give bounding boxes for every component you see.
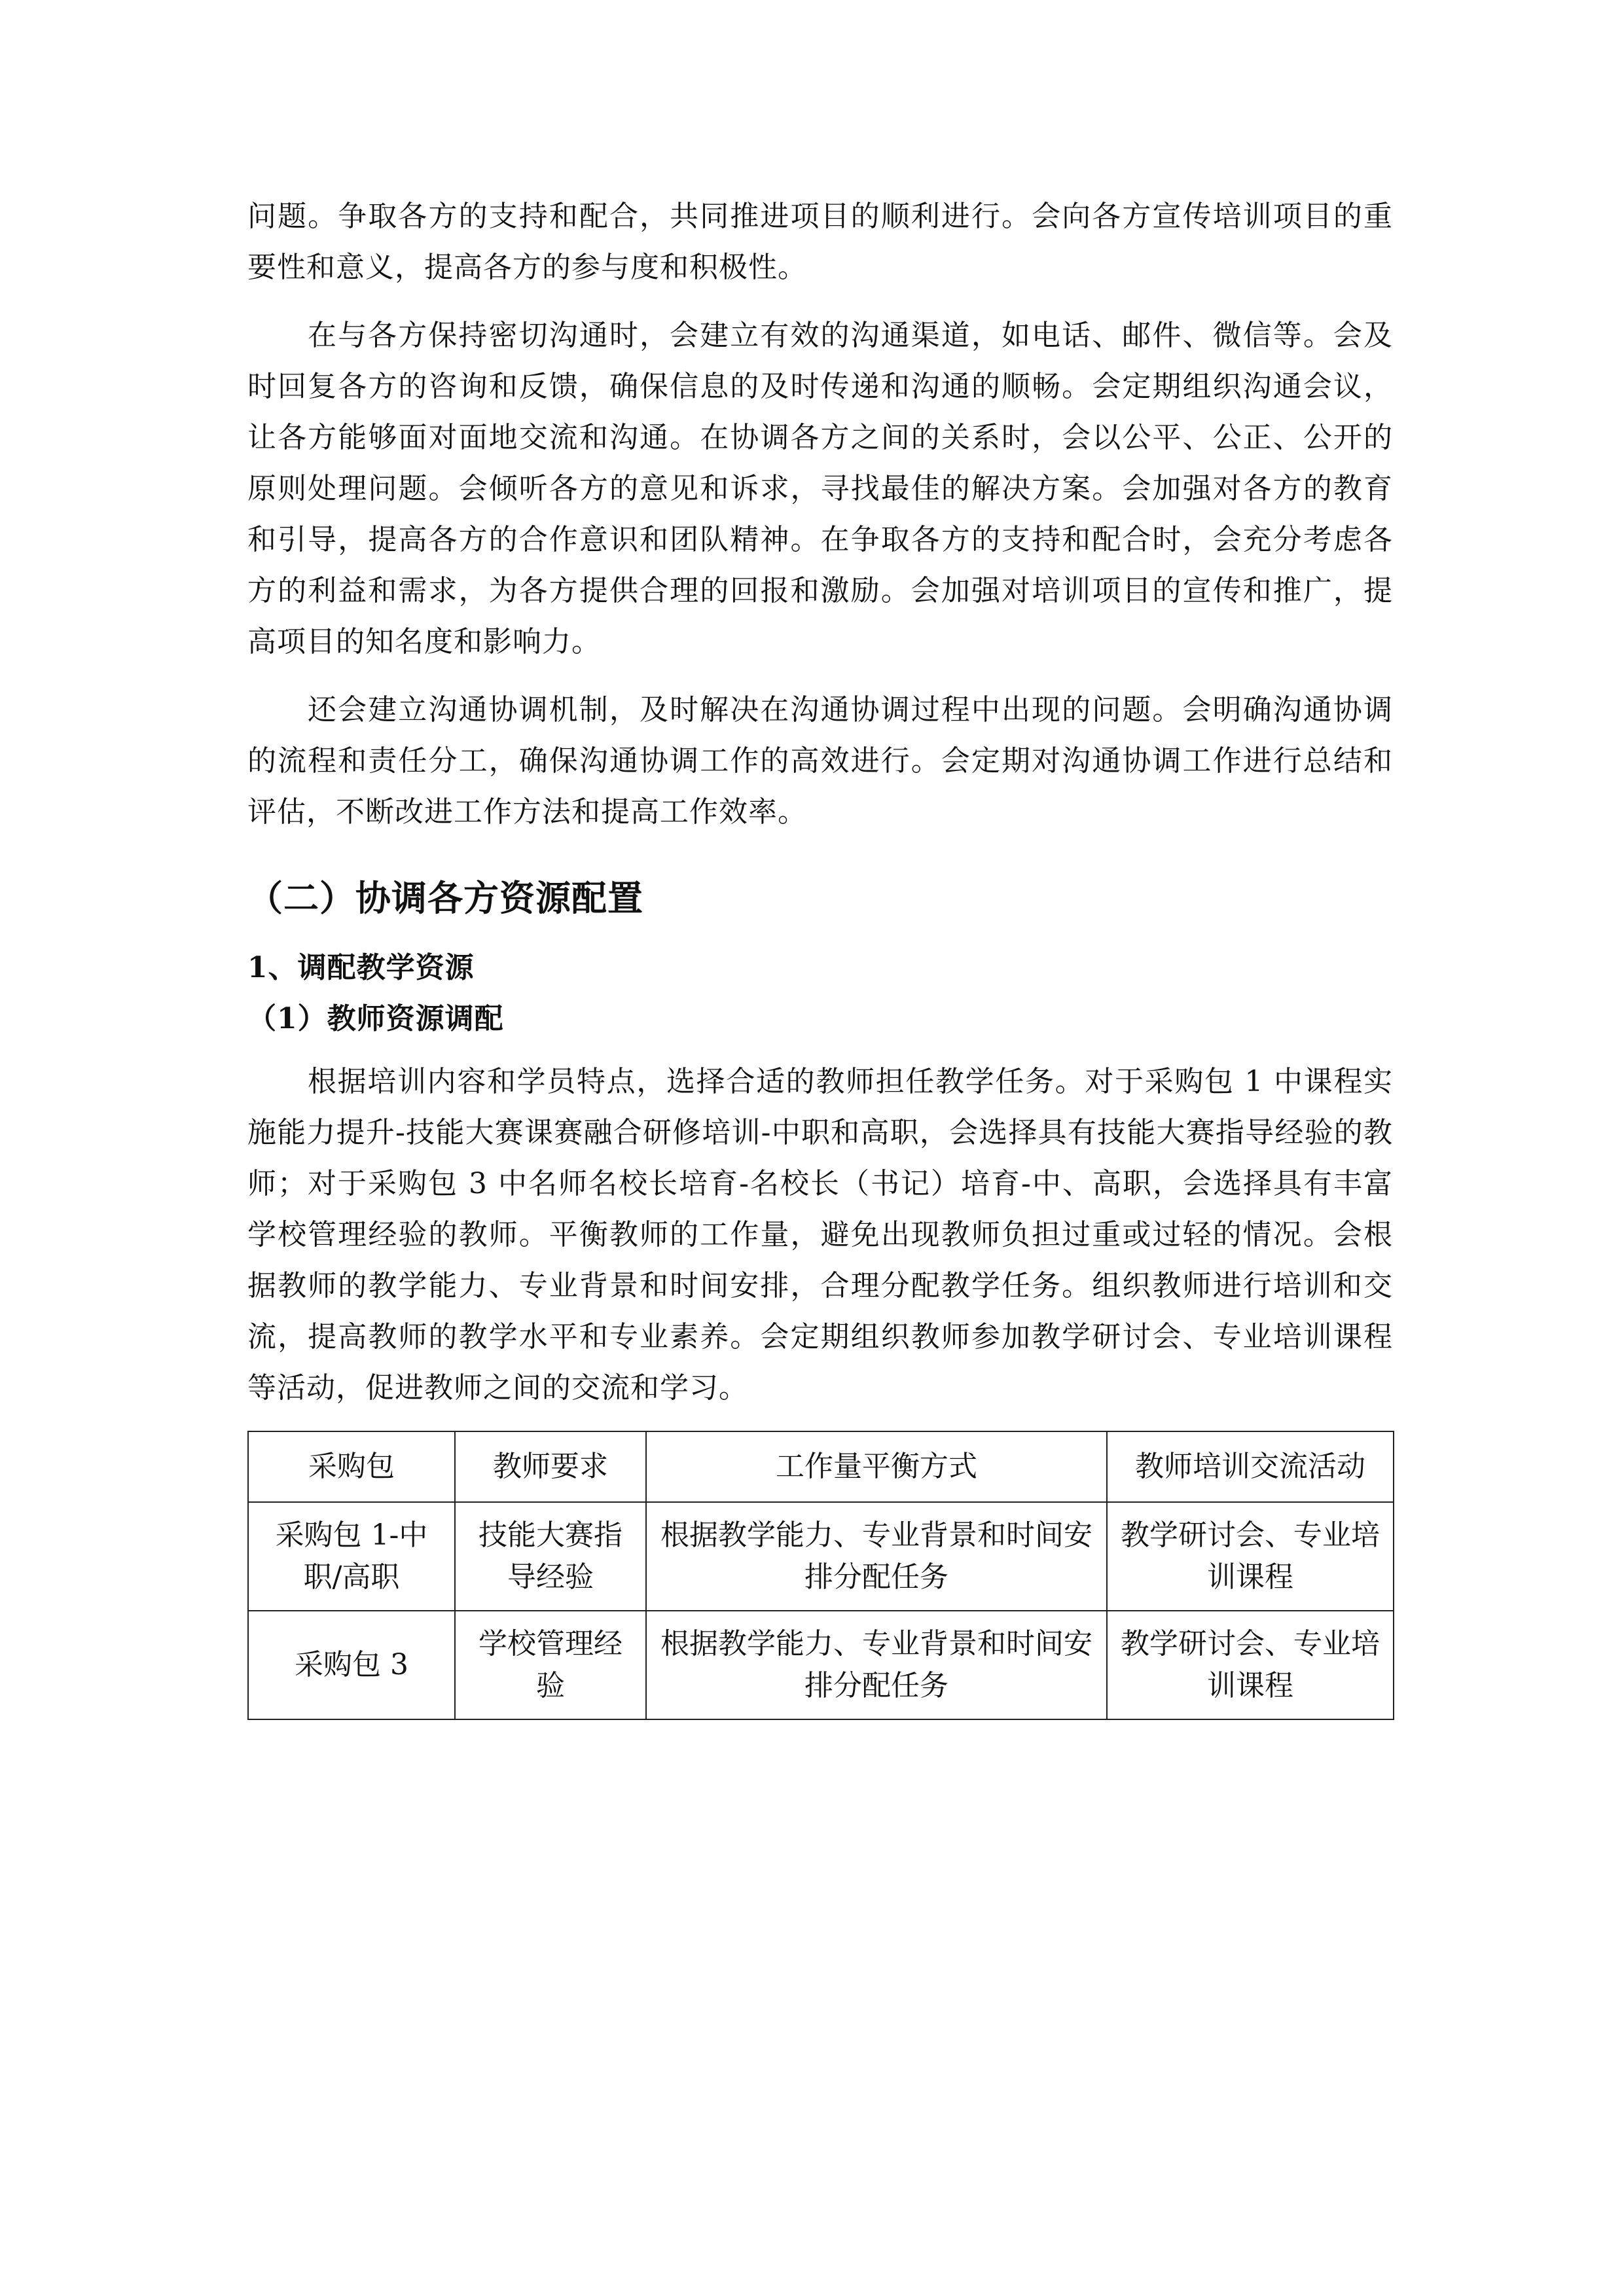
subsubsection-heading: （1）教师资源调配 [247,1002,504,1035]
table-cell: 采购包 3 [248,1611,455,1719]
page-content [247,191,1393,1720]
header-package: 采购包 [248,1431,455,1502]
paragraph-communication: 在与各方保持密切沟通时，会建立有效的沟通渠道，如电话、邮件、微信等。会及时回复各方的咨询和反馈，确保信息的及时传递和沟通的顺畅。会定期组织沟通会议，让各方能够面对面地交流和沟通。在协调各方之间的关系时，会以公平、公正、公开的原则处理问题。会倾听各方的意见和诉求，寻找最佳的解决方案。会加强对各方的教育和引导，提高各方的合作意识和团队精神。在争取各方的支持和配合时，会充分考虑各方的利益和需求，为各方提供合理的回报和激励。会加强对培训项目的宣传和推广，提高项目的知名度和影响力。 [247,319,1393,658]
table-cell: 根据教学能力、专业背景和时间安排分配任务 [646,1611,1107,1719]
table-cell: 学校管理经验 [455,1611,646,1719]
table-row [248,1611,1394,1719]
paragraph-teacher-allocation: 根据培训内容和学员特点，选择合适的教师担任教学任务。对于采购包 1 中课程实施能力提升-技能大赛课赛融合研修培训-中职和高职，会选择具有技能大赛指导经验的教师；对于采购包 3 中名师名校长培育-名校长（书记）培育-中、高职，会选择具有丰富学校管理经验的教师。平衡教师的工作量，避免出现教师负担过重或过轻的情况。会根据教师的教学能力、专业背景和时间安排，合理分配教学任务。组织教师进行培训和交流，提高教师的教学水平和专业素养。会定期组织教师参加教学研讨会、专业培训课程等活动，促进教师之间的交流和学习。 [247,1065,1393,1405]
paragraph-mechanism: 还会建立沟通协调机制，及时解决在沟通协调过程中出现的问题。会明确沟通协调的流程和责任分工，确保沟通协调工作的高效进行。会定期对沟通协调工作进行总结和评估，不断改进工作方法和提高工作效率。 [247,693,1393,829]
table-row [248,1502,1394,1611]
header-training-activity: 教师培训交流活动 [1107,1431,1394,1502]
section-heading: （二）协调各方资源配置 [247,877,643,919]
table-cell: 教学研讨会、专业培训课程 [1107,1502,1394,1611]
header-teacher-requirement: 教师要求 [455,1431,646,1502]
table-cell: 技能大赛指导经验 [455,1502,646,1611]
header-workload-balance: 工作量平衡方式 [646,1431,1107,1502]
table-cell: 采购包 1-中职/高职 [248,1502,455,1611]
subsection-heading: 1、调配教学资源 [247,951,475,984]
table-cell: 教学研讨会、专业培训课程 [1107,1611,1394,1719]
table-header-row [248,1431,1394,1502]
table-cell: 根据教学能力、专业背景和时间安排分配任务 [646,1502,1107,1611]
paragraph-continued: 问题。争取各方的支持和配合，共同推进项目的顺利进行。会向各方宣传培训项目的重要性和意义，提高各方的参与度和积极性。 [247,200,1393,284]
teacher-allocation-table [247,1431,1394,1720]
